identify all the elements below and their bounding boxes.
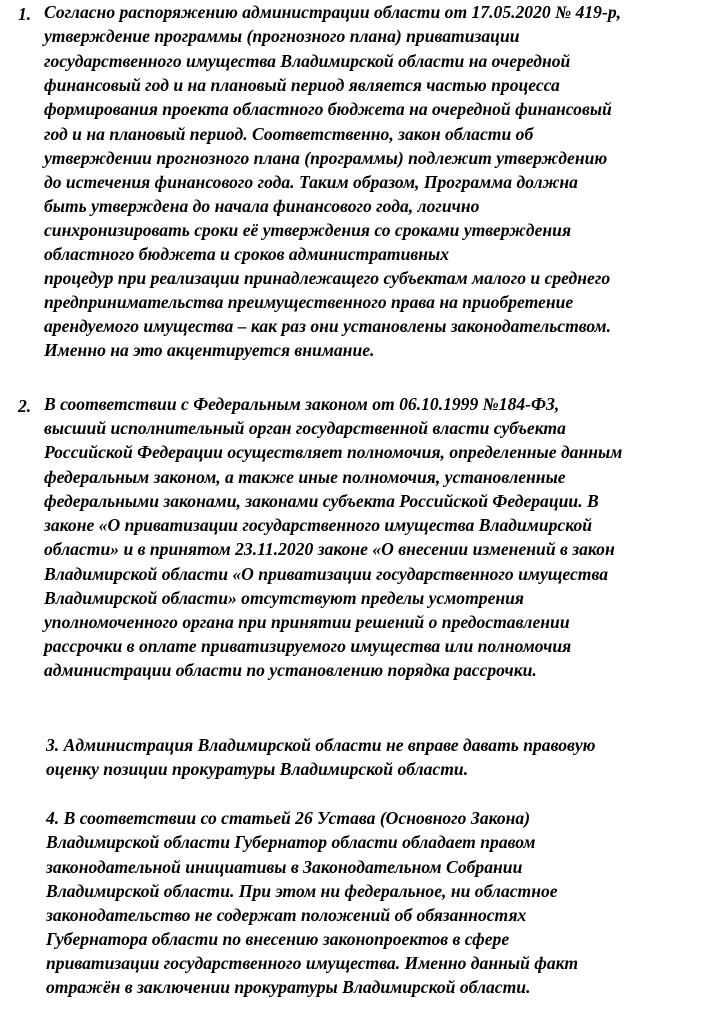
paragraph-line: Губернатора области по внесению законопроектов в сфере [46,929,510,949]
paragraph-line: утверждении прогнозного плана (программы) подлежит утверждению [44,148,608,168]
paragraph-line: до истечения финансового года. Таким образом, Программа должна [44,172,578,192]
paragraph-line: В соответствии с Федеральным законом от 06.10.1999 №184-ФЗ, [44,394,560,414]
paragraph-line: уполномоченного органа при принятии решений о предоставлении [44,612,570,632]
paragraph-line: приватизации государственного имущества. Именно данный факт [46,953,579,973]
paragraph-line: Владимирской области» отсутствуют пределы усмотрения [44,588,524,608]
paragraph-line: Владимирской области Губернатор области обладает правом [46,832,536,852]
paragraph-line: Именно на это акцентируется внимание. [44,340,375,360]
paragraph-line: финансовый год и на плановый период является частью процесса [44,75,560,95]
paragraph-line: Согласно распоряжению администрации области от 17.05.2020 № 419-р, [44,2,622,22]
paragraph-line: синхронизировать сроки её утверждения со сроками утверждения [44,220,572,240]
item-number: 1. [18,4,32,24]
paragraph-line: оценку позиции прокуратуры Владимирской области. [46,759,469,779]
paragraph-line: арендуемого имущества – как раз они установлены законодательством. [44,316,611,336]
paragraph-line: высший исполнительный орган государственной власти субъекта [44,418,566,438]
paragraph-line: процедур при реализации принадлежащего субъектам малого и среднего [44,268,611,288]
paragraph-line: отражён в заключении прокуратуры Владимирской области. [46,977,531,997]
paragraph-line: быть утверждена до начала финансового года, логично [44,196,480,216]
paragraph-line: 3. Администрация Владимирской области не вправе давать правовую [46,735,596,755]
paragraph-line: областного бюджета и сроков административных [44,244,450,264]
paragraph-line: законодательство не содержат положений об обязанностях [46,905,527,925]
paragraph-line: федеральными законами, законами субъекта Российской Федерации. В [44,491,599,511]
paragraph-line: законодательной инициативы в Законодательном Собрании [46,857,523,877]
paragraph-line: Владимирской области «О приватизации государственного имущества [44,564,609,584]
paragraph-line: 4. В соответствии со статьей 26 Устава (Основного Закона) [46,808,531,828]
paragraph-line: законе «О приватизации государственного имущества Владимирской [44,515,593,535]
paragraph-line: год и на плановый период. Соответственно, закон области об [44,124,534,144]
paragraph-line: рассрочки в оплате приватизируемого имущества или полномочия [44,636,572,656]
paragraph-line: предпринимательства преимущественного права на приобретение [44,292,574,312]
paragraph-line: Российской Федерации осуществляет полномочия, определенные данным [44,442,623,462]
paragraph-line: утверждение программы (прогнозного плана) приватизации [44,26,520,46]
paragraph-line: формирования проекта областного бюджета на очередной финансовый [44,99,612,119]
paragraph-line: области» и в принятом 23.11.2020 законе «О внесении изменений в закон [44,539,615,559]
paragraph-line: федеральным законом, а также иные полномочия, установленные [44,467,566,487]
paragraph-line: государственного имущества Владимирской области на очередной [44,51,571,71]
paragraph-line: администрации области по установлению порядка рассрочки. [44,660,537,680]
paragraph-line: Владимирской области. При этом ни федеральное, ни областное [46,881,558,901]
item-number: 2. [18,396,32,416]
